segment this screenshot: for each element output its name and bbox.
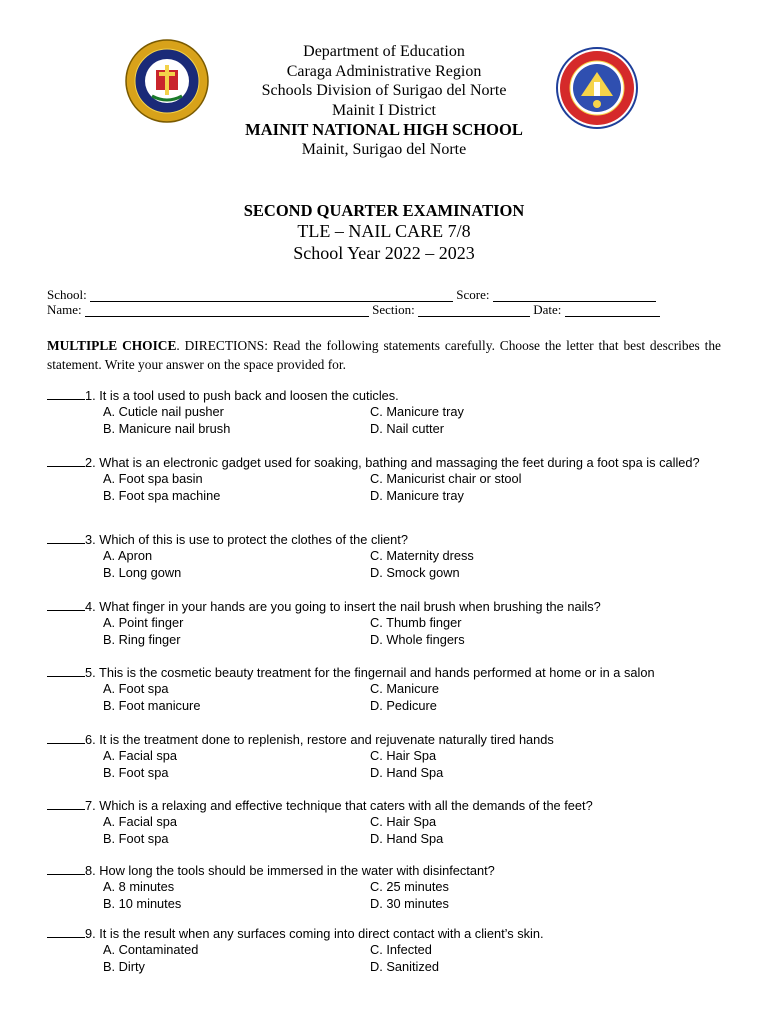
name-section-date-line (47, 302, 727, 317)
answer-blank[interactable] (47, 925, 85, 938)
name-field[interactable] (85, 304, 369, 317)
option-d: D. Nail cutter (370, 420, 444, 436)
question-item (47, 598, 727, 648)
score-label: Score: (456, 287, 490, 302)
school-score-line (47, 287, 727, 302)
question-item (47, 531, 727, 581)
question-number: 8. (85, 863, 96, 878)
option-c: C. Manicurist chair or stool (370, 470, 522, 486)
question-text: What finger in your hands are you going to insert the nail brush when brushing the nails? (99, 599, 601, 614)
option-c: C. Hair Spa (370, 747, 437, 763)
question-text: How long the tools should be immersed in the water with disinfectant? (99, 863, 495, 878)
option-c: C. Manicure (370, 680, 439, 696)
option-b: B. Long gown (103, 564, 182, 580)
answer-blank[interactable] (47, 797, 85, 810)
exam-subject: TLE – NAIL CARE 7/8 (297, 221, 471, 241)
question-item (47, 731, 727, 781)
school-label: School: (47, 287, 87, 302)
option-a: A. Cuticle nail pusher (103, 403, 224, 419)
answer-blank[interactable] (47, 862, 85, 875)
option-a: A. Contaminated (103, 941, 199, 957)
exam-title: SECOND QUARTER EXAMINATION (243, 201, 525, 220)
question-item (47, 797, 727, 847)
school-year: School Year 2022 – 2023 (293, 243, 475, 263)
option-a: A. Foot spa (103, 680, 169, 696)
option-b: B. 10 minutes (103, 895, 182, 911)
date-label: Date: (533, 302, 562, 317)
answer-blank[interactable] (47, 531, 85, 544)
answer-blank[interactable] (47, 731, 85, 744)
option-b: B. Manicure nail brush (103, 420, 231, 436)
directions-text: . DIRECTIONS: Read the following statements carefully. Choose the letter that best describes the statement. Write your answer on the space provided for. (47, 338, 721, 372)
option-a: A. 8 minutes (103, 878, 175, 894)
option-b: B. Foot spa (103, 830, 169, 846)
option-d: D. Manicure tray (370, 487, 464, 503)
option-d: D. Smock gown (370, 564, 460, 580)
option-b: B. Foot spa (103, 764, 169, 780)
option-d: D. Hand Spa (370, 830, 444, 846)
option-a: A. Facial spa (103, 747, 177, 763)
question-text: It is a tool used to push back and loosen the cuticles. (99, 388, 399, 403)
question-text: It is the treatment done to replenish, restore and rejuvenate naturally tired hands (99, 732, 554, 747)
option-a: A. Apron (103, 547, 153, 563)
section-field[interactable] (418, 304, 530, 317)
option-b: B. Foot spa machine (103, 487, 221, 503)
option-b: B. Foot manicure (103, 697, 201, 713)
document-header (0, 42, 768, 160)
question-text: This is the cosmetic beauty treatment for the fingernail and hands performed at home or in a salon (99, 665, 655, 680)
question-number: 3. (85, 532, 96, 547)
section-label: Section: (372, 302, 415, 317)
name-label: Name: (47, 302, 82, 317)
question-text: Which of this is use to protect the clothes of the client? (99, 532, 408, 547)
question-item (47, 925, 727, 975)
question-item (47, 454, 727, 504)
question-number: 1. (85, 388, 96, 403)
question-item (47, 862, 727, 912)
directions-heading: MULTIPLE CHOICE (47, 338, 177, 353)
question-item (47, 387, 727, 437)
option-c: C. Thumb finger (370, 614, 462, 630)
question-number: 6. (85, 732, 96, 747)
answer-blank[interactable] (47, 454, 85, 467)
question-item (47, 664, 727, 714)
option-c: C. 25 minutes (370, 878, 449, 894)
option-b: B. Dirty (103, 958, 145, 974)
question-number: 7. (85, 798, 96, 813)
header-line-department: Department of Education (303, 43, 465, 60)
option-c: C. Maternity dress (370, 547, 474, 563)
option-d: D. Sanitized (370, 958, 439, 974)
school-name: MAINIT NATIONAL HIGH SCHOOL (245, 120, 523, 140)
question-number: 2. (85, 455, 96, 470)
header-line-division: Schools Division of Surigao del Norte (261, 82, 507, 100)
header-line-region: Caraga Administrative Region (286, 62, 482, 80)
question-number: 9. (85, 926, 96, 941)
question-number: 4. (85, 599, 96, 614)
school-field[interactable] (90, 289, 453, 302)
option-c: C. Hair Spa (370, 813, 437, 829)
header-line-district: Mainit I District (332, 101, 436, 119)
question-text: Which is a relaxing and effective technique that caters with all the demands of the feet? (99, 798, 593, 813)
option-a: A. Foot spa basin (103, 470, 203, 486)
question-text: It is the result when any surfaces coming into direct contact with a client’s skin. (99, 926, 544, 941)
option-c: C. Manicure tray (370, 403, 464, 419)
score-field[interactable] (493, 289, 656, 302)
answer-blank[interactable] (47, 664, 85, 677)
option-d: D. Hand Spa (370, 764, 444, 780)
option-a: A. Facial spa (103, 813, 177, 829)
date-field[interactable] (565, 304, 660, 317)
directions-paragraph (47, 337, 721, 374)
option-d: D. Whole fingers (370, 631, 465, 647)
option-c: C. Infected (370, 941, 432, 957)
answer-blank[interactable] (47, 387, 85, 400)
option-b: B. Ring finger (103, 631, 181, 647)
option-d: D. Pedicure (370, 697, 437, 713)
school-address: Mainit, Surigao del Norte (301, 140, 467, 158)
question-number: 5. (85, 665, 96, 680)
option-d: D. 30 minutes (370, 895, 449, 911)
answer-blank[interactable] (47, 598, 85, 611)
exam-title-block (0, 201, 768, 264)
option-a: A. Point finger (103, 614, 184, 630)
question-text: What is an electronic gadget used for soaking, bathing and massaging the feet during a foot spa is called? (99, 455, 700, 470)
